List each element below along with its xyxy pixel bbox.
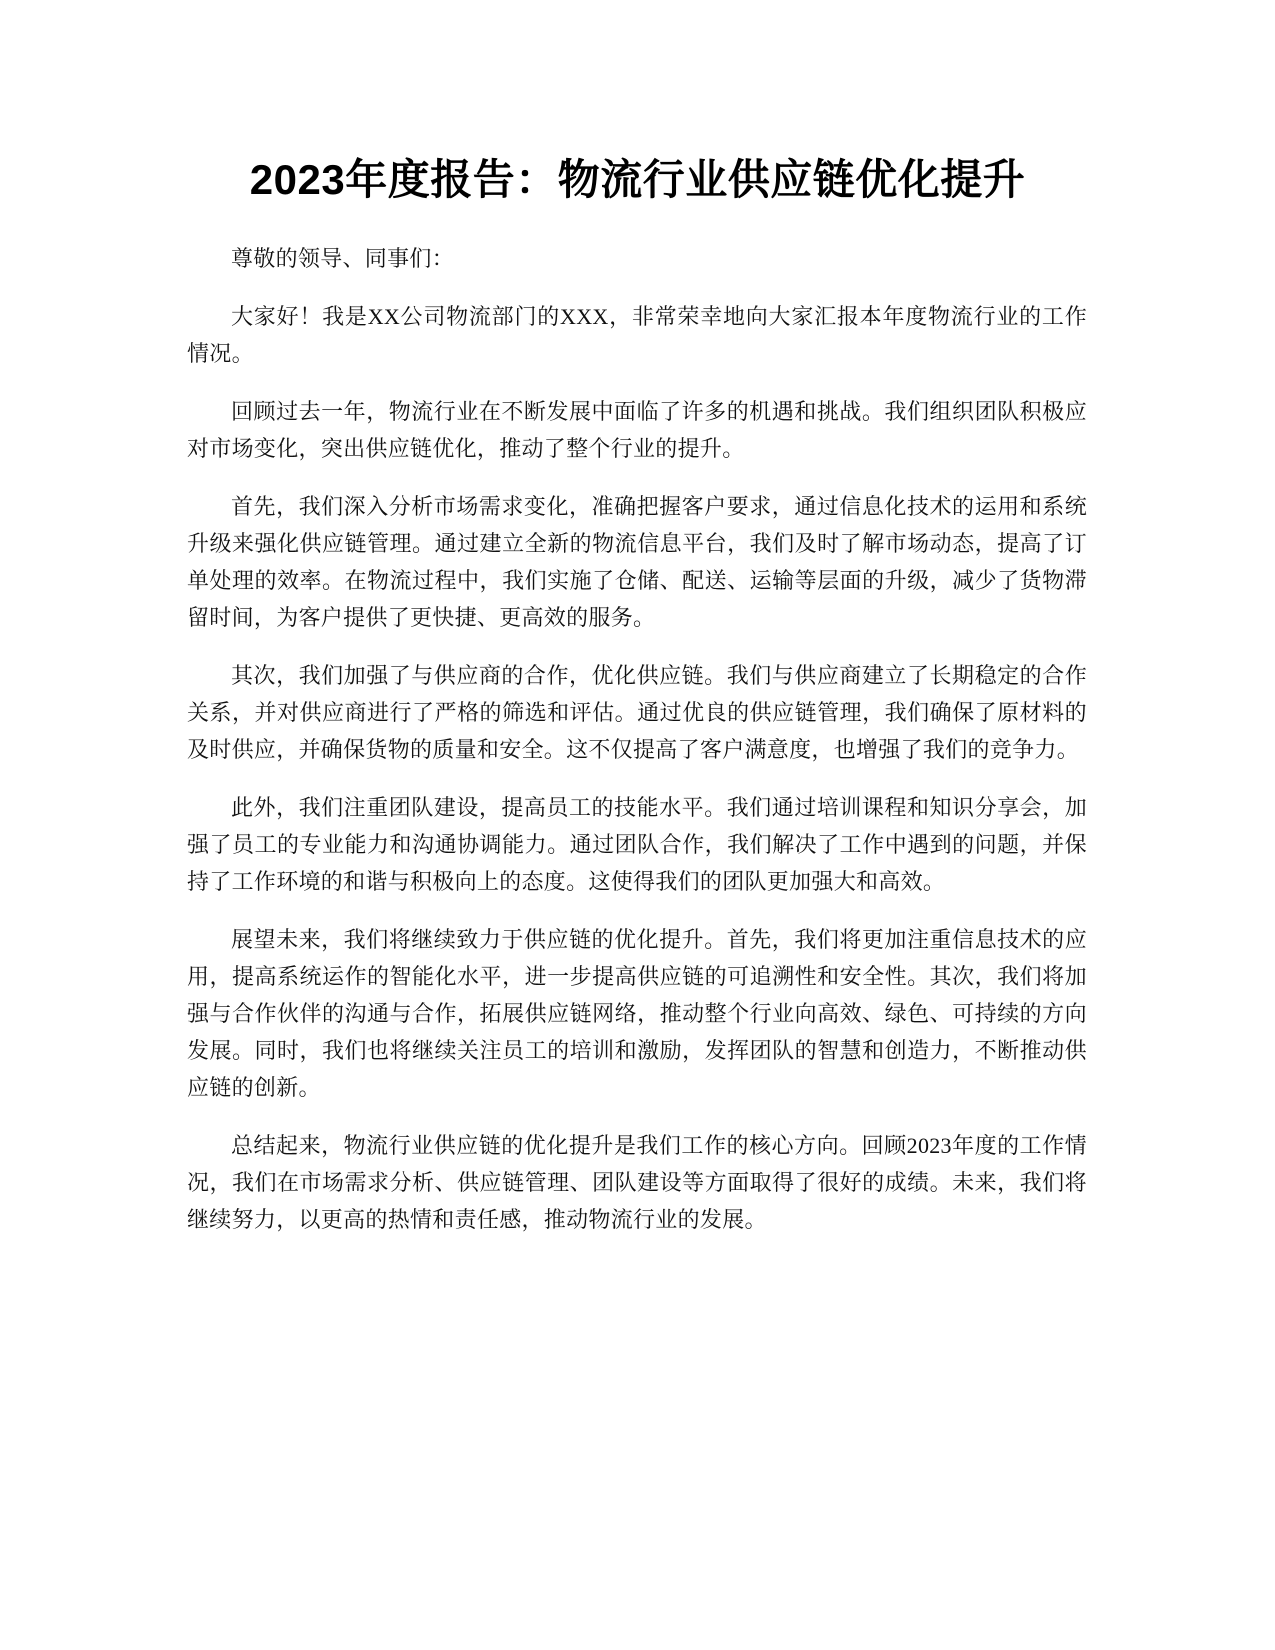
salutation-paragraph: 尊敬的领导、同事们：	[231, 246, 455, 271]
greeting-paragraph: 大家好！我是XX公司物流部门的XXX，非常荣幸地向大家汇报本年度物流行业的工作情况。	[187, 304, 1087, 366]
first-point-paragraph: 首先，我们深入分析市场需求变化，准确把握客户要求，通过信息化技术的运用和系统升级来强化供应链管理。通过建立全新的物流信息平台，我们及时了解市场动态，提高了订单处理的效率。在物流过程中，我们实施了仓储、配送、运输等层面的升级，减少了货物滞留时间，为客户提供了更快捷、更高效的服务。	[187, 494, 1087, 630]
outlook-paragraph: 展望未来，我们将继续致力于供应链的优化提升。首先，我们将更加注重信息技术的应用，提高系统运作的智能化水平，进一步提高供应链的可追溯性和安全性。其次，我们将加强与合作伙伴的沟通与合作，拓展供应链网络，推动整个行业向高效、绿色、可持续的方向发展。同时，我们也将继续关注员工的培训和激励，发挥团队的智慧和创造力，不断推动供应链的创新。	[187, 927, 1087, 1100]
review-paragraph: 回顾过去一年，物流行业在不断发展中面临了许多的机遇和挑战。我们组织团队积极应对市场变化，突出供应链优化，推动了整个行业的提升。	[187, 399, 1087, 461]
conclusion-paragraph: 总结起来，物流行业供应链的优化提升是我们工作的核心方向。回顾2023年度的工作情况，我们在市场需求分析、供应链管理、团队建设等方面取得了很好的成绩。未来，我们将继续努力，以更高的热情和责任感，推动物流行业的发展。	[187, 1133, 1087, 1232]
document-title: 2023年度报告：物流行业供应链优化提升	[249, 156, 1026, 203]
document-body	[187, 240, 1087, 1259]
third-point-paragraph: 此外，我们注重团队建设，提高员工的技能水平。我们通过培训课程和知识分享会，加强了员工的专业能力和沟通协调能力。通过团队合作，我们解决了工作中遇到的问题，并保持了工作环境的和谐与积极向上的态度。这使得我们的团队更加强大和高效。	[187, 795, 1087, 894]
second-point-paragraph: 其次，我们加强了与供应商的合作，优化供应链。我们与供应商建立了长期稳定的合作关系，并对供应商进行了严格的筛选和评估。通过优良的供应链管理，我们确保了原材料的及时供应，并确保货物的质量和安全。这不仅提高了客户满意度，也增强了我们的竞争力。	[187, 663, 1087, 762]
